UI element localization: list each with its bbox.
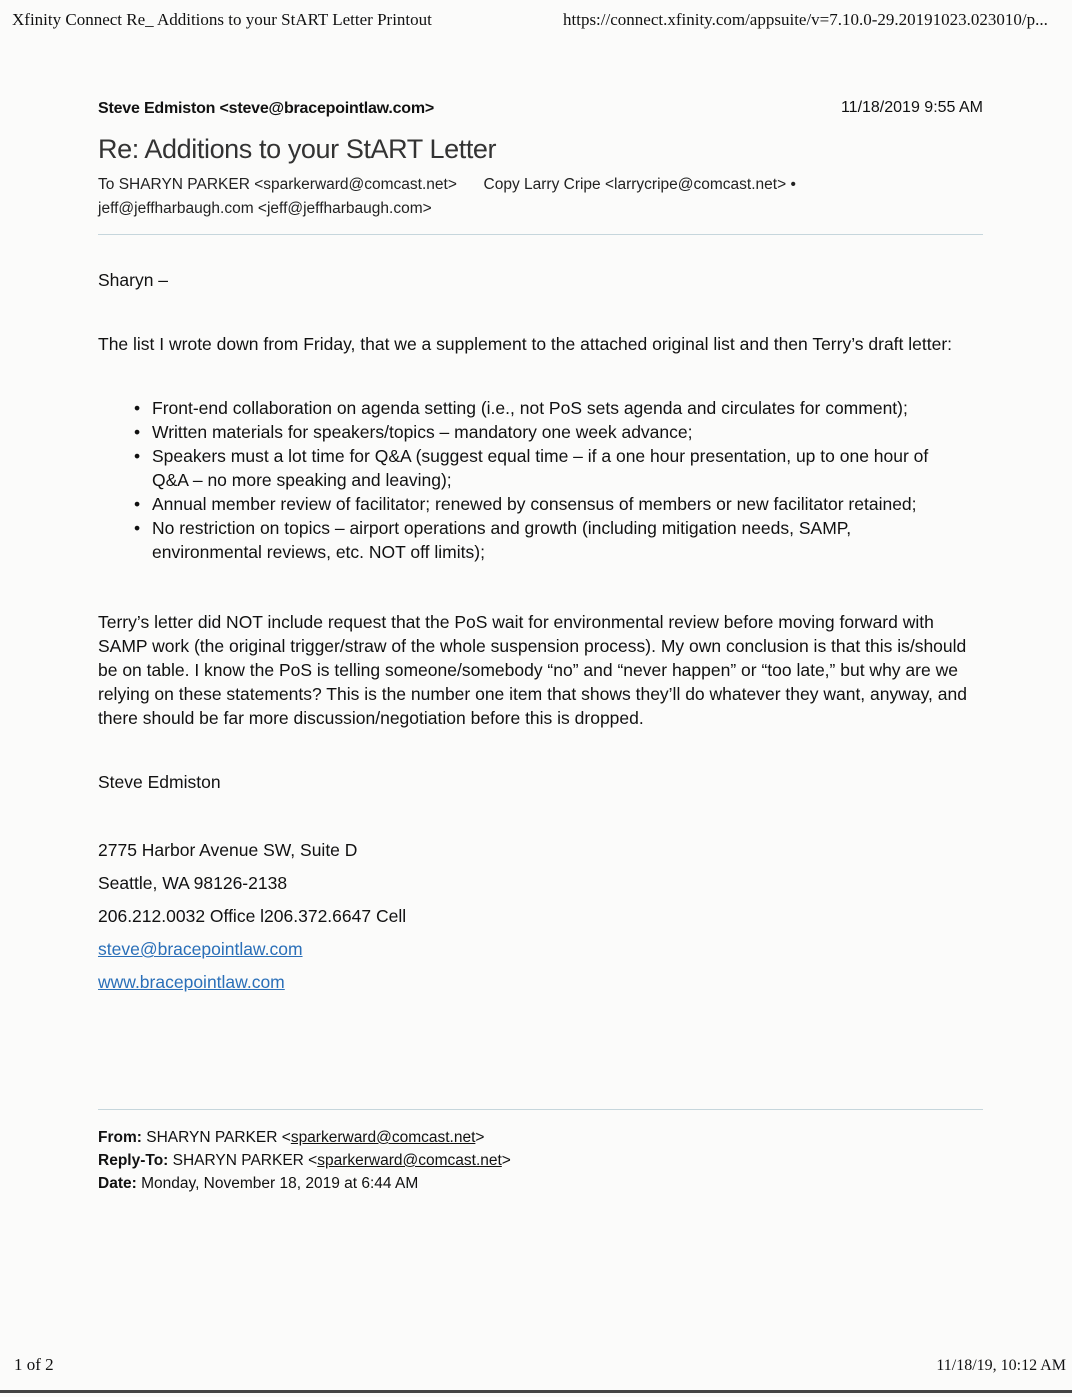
email-date: 11/18/2019 9:55 AM xyxy=(840,99,983,116)
quoted-from: From: SHARYN PARKER <sparkerward@comcast.net> xyxy=(98,1129,485,1146)
copy-recipient[interactable]: jeff@jeffharbaugh.com <jeff@jeffharbaugh.com> xyxy=(98,200,432,217)
recipients xyxy=(98,173,983,221)
recipient-separator: • xyxy=(790,176,796,193)
to-label: To xyxy=(98,176,115,193)
website-link[interactable]: www.bracepointlaw.com xyxy=(98,972,285,992)
greeting: Sharyn – xyxy=(98,270,169,290)
print-url: https://connect.xfinity.com/appsuite/v=7.10.0-29.20191023.023010/p... xyxy=(563,10,1048,29)
list-item: • Annual member review of facilitator; renewed by consensus of members or new facilitator retained; xyxy=(134,494,917,514)
print-title: Xfinity Connect Re_ Additions to your StART Letter Printout xyxy=(12,10,432,29)
bullet-list xyxy=(98,396,983,564)
page-edge xyxy=(0,1390,1072,1393)
quote-divider xyxy=(98,1109,983,1110)
email-link[interactable]: steve@bracepointlaw.com xyxy=(98,939,303,959)
body-paragraph: Terry’s letter did NOT include request that the PoS wait for environmental review before moving forward with SAMP work (the original trigger/straw of the whole suspension process). My own conclusion is that this is/should be on table. I know the PoS is telling someone/somebody “no” and “never happen” or “too late,” but why are we relying on these statements? This is the number one item that shows they’ll do whatever they want, anyway, and there should be far more discussion/negotiation before this is dropped. xyxy=(98,612,967,728)
copy-recipient[interactable]: Larry Cripe <larrycripe@comcast.net> xyxy=(524,176,787,193)
signature-block xyxy=(98,834,983,999)
bullet-icon: • xyxy=(134,398,141,418)
intro-paragraph: The list I wrote down from Friday, that we a supplement to the attached original list and then Terry’s draft letter: xyxy=(98,334,953,354)
bullet-icon: • xyxy=(134,422,141,442)
sender[interactable]: Steve Edmiston <steve@bracepointlaw.com> xyxy=(98,100,435,117)
list-item: • Written materials for speakers/topics – mandatory one week advance; xyxy=(134,422,693,442)
bullet-icon: • xyxy=(134,446,141,466)
address-line-2: Seattle, WA 98126-2138 xyxy=(98,873,288,893)
list-item: • Front-end collaboration on agenda setting (i.e., not PoS sets agenda and circulates for comment); xyxy=(134,398,908,418)
email-header xyxy=(98,96,983,126)
bullet-icon: • xyxy=(134,494,141,514)
header-divider xyxy=(98,234,983,235)
bullet-icon: • xyxy=(134,518,141,538)
quoted-header xyxy=(98,1126,983,1195)
reply-email-link[interactable]: sparkerward@comcast.net xyxy=(317,1152,502,1169)
copy-label: Copy xyxy=(483,176,520,193)
quoted-reply-to: Reply-To: SHARYN PARKER <sparkerward@comcast.net> xyxy=(98,1152,511,1169)
signature-name: Steve Edmiston xyxy=(98,772,221,792)
phone-numbers: 206.212.0032 Office l206.372.6647 Cell xyxy=(98,906,407,926)
to-recipient[interactable]: SHARYN PARKER <sparkerward@comcast.net> xyxy=(118,176,457,193)
print-timestamp: 11/18/19, 10:12 AM xyxy=(936,1357,1066,1374)
list-item: • Speakers must a lot time for Q&A (suggest equal time – if a one hour presentation, up to one hour of Q&A – no more speaking and leaving); xyxy=(134,446,929,490)
page-number: 1 of 2 xyxy=(14,1355,54,1374)
email-message xyxy=(98,96,983,1195)
address-line-1: 2775 Harbor Avenue SW, Suite D xyxy=(98,840,358,860)
list-item: • No restriction on topics – airport operations and growth (including mitigation needs, SAMP, environmental reviews, etc. NOT off limits); xyxy=(134,518,852,562)
email-subject: Re: Additions to your StART Letter xyxy=(98,134,497,164)
quoted-date: Date: Monday, November 18, 2019 at 6:44 AM xyxy=(98,1175,419,1192)
from-email-link[interactable]: sparkerward@comcast.net xyxy=(290,1129,476,1146)
